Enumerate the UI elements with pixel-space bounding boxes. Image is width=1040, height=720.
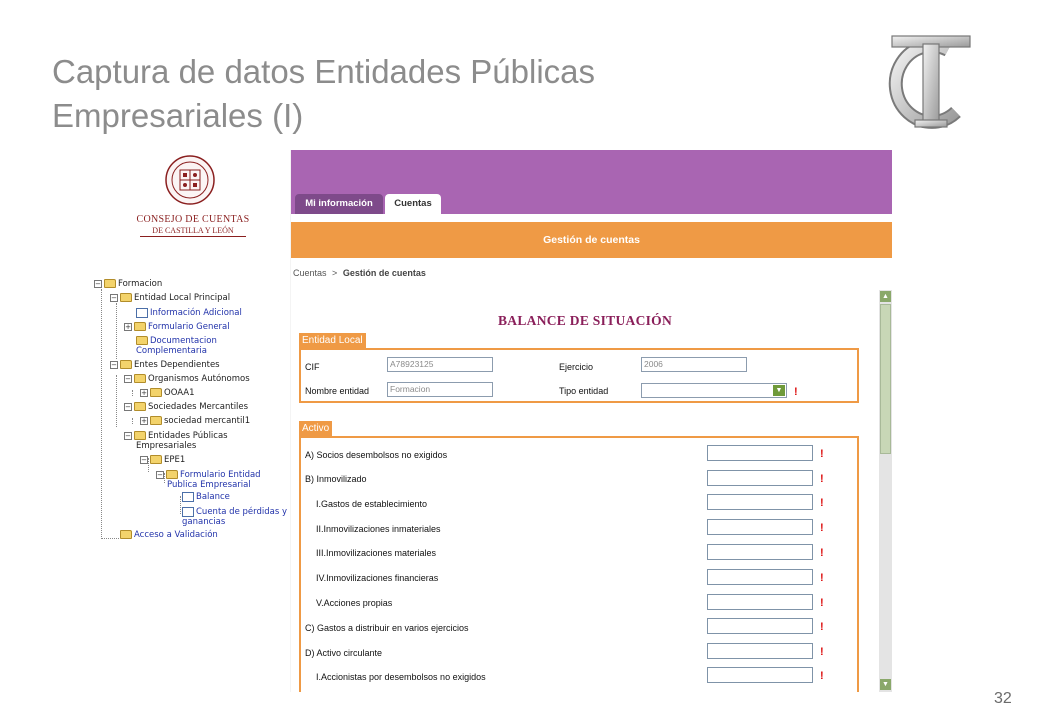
folder-open-icon <box>166 470 178 479</box>
folder-open-icon <box>104 279 116 288</box>
row-input-activo-circulante[interactable] <box>707 643 813 659</box>
left-panel <box>88 150 290 692</box>
tree-item-balance[interactable]: Balance <box>182 492 230 502</box>
row-label: D) Activo circulante <box>305 648 383 658</box>
tree-item-cuenta-perdidas-line2[interactable]: ganancias <box>182 517 226 527</box>
row-input-inmovilizado[interactable] <box>707 470 813 486</box>
required-icon: ! <box>820 547 824 559</box>
tree-item-entidades-publicas-line2[interactable]: Empresariales <box>136 441 197 451</box>
cif-label: CIF <box>305 362 320 372</box>
activo-legend: Activo <box>299 421 332 436</box>
folder-icon <box>150 416 162 425</box>
breadcrumb-current: Gestión de cuentas <box>342 268 426 278</box>
row-input-gastos-distribuir[interactable] <box>707 618 813 634</box>
row-label: I.Accionistas por desembolsos no exigidos <box>316 672 486 682</box>
tree-item-cuenta-perdidas-ganancias[interactable]: Cuenta de pérdidas y <box>182 507 287 517</box>
tree-item-entes-dependientes[interactable]: − Entes Dependientes <box>111 360 220 370</box>
tree-item-formulario-general[interactable]: + Formulario General <box>125 322 230 332</box>
tc-logo <box>886 32 976 130</box>
page-number: 32 <box>994 690 1012 707</box>
collapse-icon[interactable]: − <box>125 432 131 440</box>
folder-open-icon <box>134 374 146 383</box>
folder-open-icon <box>120 293 132 302</box>
entidad-local-legend: Entidad Local <box>299 333 366 348</box>
scroll-up-icon[interactable]: ▲ <box>880 291 891 302</box>
folder-open-icon <box>150 455 162 464</box>
section-header: Gestión de cuentas <box>291 222 892 258</box>
collapse-icon[interactable]: − <box>111 294 117 302</box>
required-icon: ! <box>820 646 824 658</box>
collapse-icon[interactable]: − <box>111 361 117 369</box>
expand-icon[interactable]: + <box>141 417 147 425</box>
nombre-entidad-field[interactable]: Formacion <box>387 382 493 397</box>
row-input-gastos-establecimiento[interactable] <box>707 494 813 510</box>
expand-icon[interactable]: + <box>125 323 131 331</box>
slide-title <box>52 50 812 138</box>
scroll-down-icon[interactable]: ▼ <box>880 679 891 690</box>
collapse-icon[interactable]: − <box>157 471 163 479</box>
row-input-socios-desembolsos[interactable] <box>707 445 813 461</box>
row-label: B) Inmovilizado <box>305 474 367 484</box>
tree-item-formulario-entidad[interactable]: − Formulario Entidad <box>157 470 261 480</box>
tree-item-organismos-autonomos[interactable]: − Organismos Autónomos <box>125 374 250 384</box>
tree-item-ooaa1[interactable]: + OOAA1 <box>141 388 195 398</box>
tab-mi-informacion[interactable]: Mi información <box>295 194 383 214</box>
scrollbar-thumb[interactable] <box>880 304 891 454</box>
required-icon: ! <box>820 670 824 682</box>
ejercicio-label: Ejercicio <box>559 362 594 372</box>
row-label: II.Inmovilizaciones inmateriales <box>316 524 441 534</box>
ejercicio-field[interactable]: 2006 <box>641 357 747 372</box>
slide-title-line1: Captura de datos Entidades Públicas <box>52 53 596 90</box>
chevron-down-icon[interactable]: ▼ <box>773 385 785 396</box>
vertical-scrollbar[interactable] <box>879 290 892 692</box>
tree-item-entidades-publicas-empresariales[interactable]: − Entidades Públicas <box>125 431 228 441</box>
main-panel <box>291 150 892 692</box>
tipo-entidad-label: Tipo entidad <box>559 386 609 396</box>
required-icon: ! <box>820 497 824 509</box>
required-icon: ! <box>820 473 824 485</box>
required-icon: ! <box>820 621 824 633</box>
organization-region: DE CASTILLA Y LEÓN <box>152 226 234 235</box>
tipo-entidad-select[interactable] <box>641 383 787 398</box>
required-icon: ! <box>820 597 824 609</box>
navigation-tree <box>88 150 298 692</box>
tree-item-documentacion-complementaria[interactable]: Documentacion <box>136 336 217 346</box>
tree-item-acceso-validacion[interactable]: Acceso a Validación <box>120 530 218 540</box>
folder-open-icon <box>134 402 146 411</box>
row-input-inmovilizaciones-inmateriales[interactable] <box>707 519 813 535</box>
row-label: I.Gastos de establecimiento <box>316 499 428 509</box>
expand-icon[interactable]: + <box>141 389 147 397</box>
document-icon <box>182 507 194 517</box>
collapse-icon[interactable]: − <box>125 403 131 411</box>
document-icon <box>182 492 194 502</box>
application-screenshot <box>88 150 892 692</box>
form-title: BALANCE DE SITUACIÓN <box>497 313 673 328</box>
required-icon: ! <box>820 448 824 460</box>
row-label: A) Socios desembolsos no exigidos <box>305 450 448 460</box>
breadcrumb-separator: > <box>332 268 338 278</box>
collapse-icon[interactable]: − <box>141 456 147 464</box>
breadcrumb-root[interactable]: Cuentas <box>293 268 327 278</box>
tree-item-entidad-local-principal[interactable]: − Entidad Local Principal <box>111 293 231 303</box>
tree-item-sociedad-mercantil1[interactable]: + sociedad mercantil1 <box>141 416 251 426</box>
tree-item-formulario-entidad-line2[interactable]: Publica Empresarial <box>167 480 251 490</box>
required-icon: ! <box>820 522 824 534</box>
required-icon: ! <box>794 386 798 398</box>
row-label: C) Gastos a distribuir en varios ejercicios <box>305 623 469 633</box>
tab-cuentas[interactable]: Cuentas <box>385 194 441 214</box>
row-input-inmovilizaciones-materiales[interactable] <box>707 544 813 560</box>
row-input-accionistas-desembolsos[interactable] <box>707 667 813 683</box>
tree-item-informacion-adicional[interactable]: Información Adicional <box>136 308 242 318</box>
nombre-entidad-label: Nombre entidad <box>305 386 370 396</box>
breadcrumb <box>293 268 426 278</box>
slide-title-line2: Empresariales (I) <box>52 97 304 134</box>
row-input-inmovilizaciones-financieras[interactable] <box>707 569 813 585</box>
row-label: IV.Inmovilizaciones financieras <box>316 573 439 583</box>
document-icon <box>136 308 148 318</box>
folder-icon <box>120 530 132 539</box>
required-icon: ! <box>820 572 824 584</box>
folder-icon <box>136 336 148 345</box>
tree-item-epe1[interactable]: − EPE1 <box>141 455 186 465</box>
collapse-icon[interactable]: − <box>125 375 131 383</box>
form-content <box>291 290 879 692</box>
folder-open-icon <box>134 431 146 440</box>
folder-icon <box>134 322 146 331</box>
collapse-icon[interactable]: − <box>95 280 101 288</box>
row-input-acciones-propias[interactable] <box>707 594 813 610</box>
cif-field[interactable]: A78923125 <box>387 357 493 372</box>
row-label: V.Acciones propias <box>316 598 393 608</box>
tree-item-sociedades-mercantiles[interactable]: − Sociedades Mercantiles <box>125 402 249 412</box>
tree-item-formacion[interactable]: − Formacion <box>95 279 163 289</box>
folder-icon <box>150 388 162 397</box>
row-label: III.Inmovilizaciones materiales <box>316 548 437 558</box>
organization-name: CONSEJO DE CUENTAS <box>136 214 250 225</box>
tree-item-documentacion-line2[interactable]: Complementaria <box>136 346 207 356</box>
folder-open-icon <box>120 360 132 369</box>
